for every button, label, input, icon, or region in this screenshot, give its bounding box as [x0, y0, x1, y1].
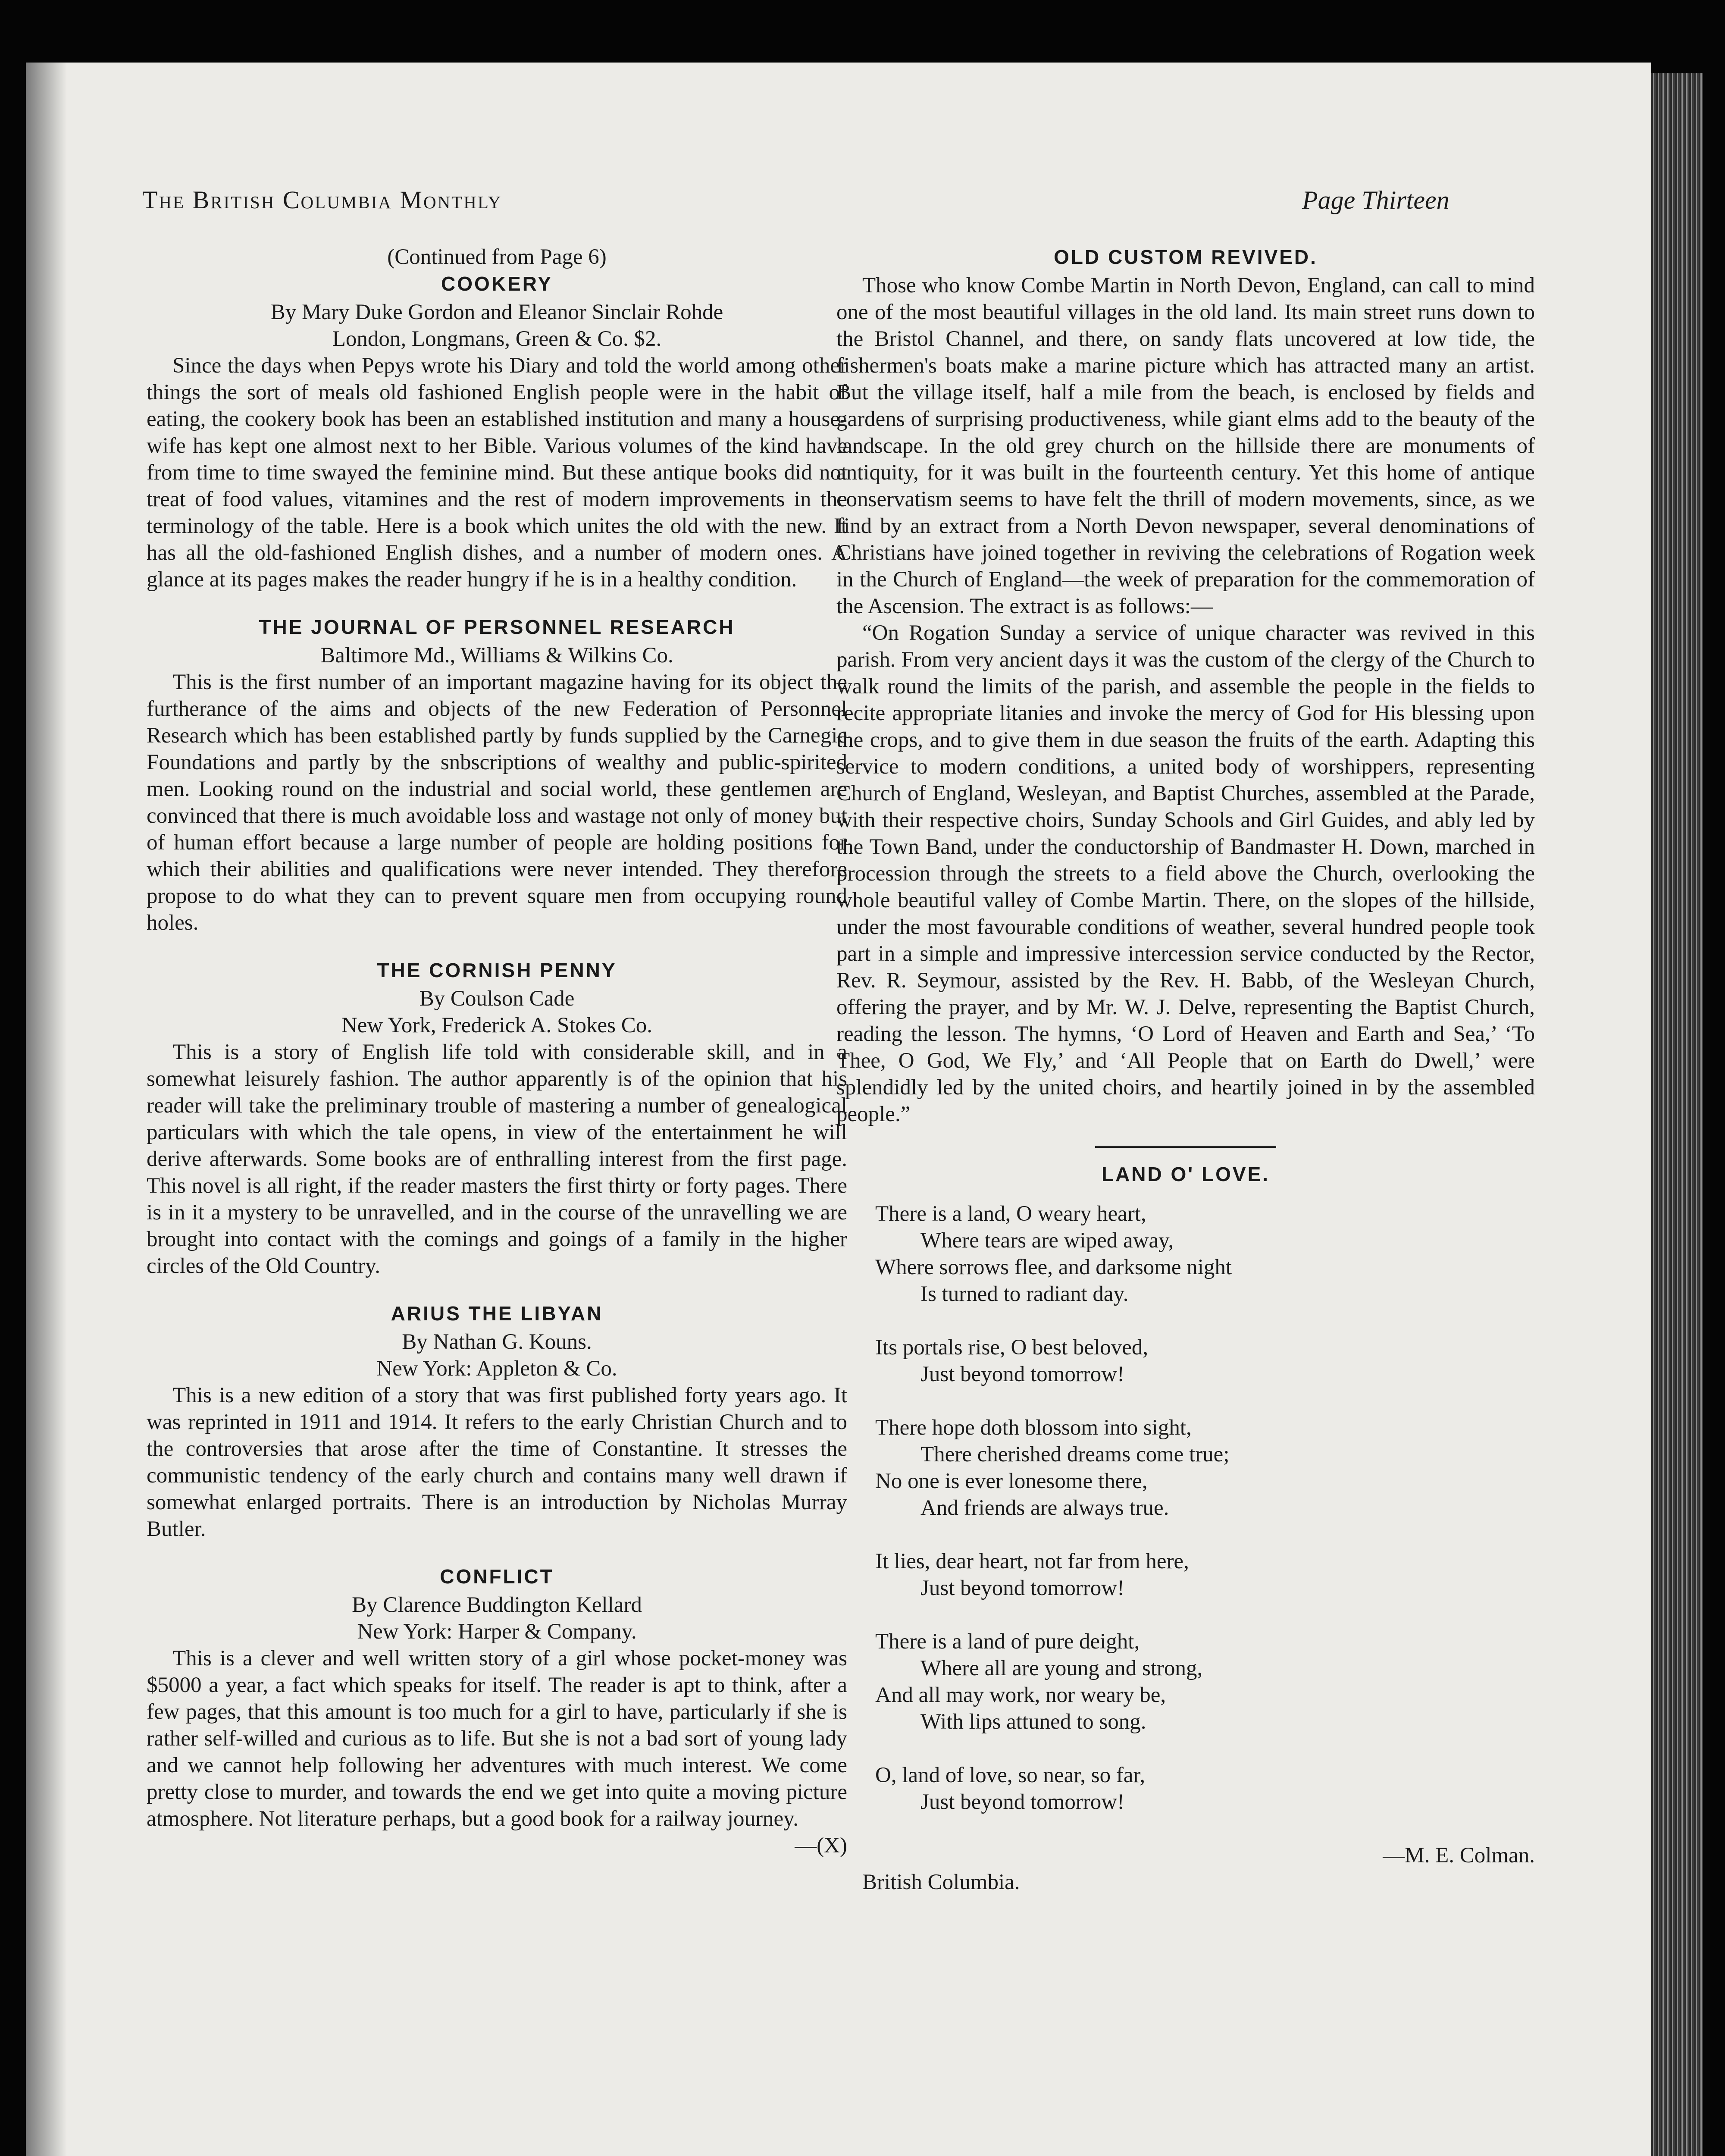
continued-note: (Continued from Page 6) — [387, 245, 607, 269]
article-paragraph: “On Rogation Sunday a service of unique character was revived in this parish. From very ancient days it was the custom of the clergy of the Church to walk round the limits of the parish, and assemble the people in the fields to recite appropriate litanies and invoke the mercy of God for His blessing upon the crops, and to give them in due season the fruits of the earth. Adapting this service to modern conditions, a united body of worshippers, representing Church of England, Wesleyan, and Baptist Churches, assembled at the Parade, with their respective choirs, Sunday Schools and Girl Guides, and ably led by the Town Band, under the conductorship of Bandmaster H. Down, marched in procession through the streets to a field above the Church, overlooking the whole beautiful valley of Combe Martin. There, on the slopes of the hillside, under the most favourable conditions of weather, several hundred people took part in a simple and impressive intercession service conducted by the Rector, Rev. R. Seymour, assisted by the Rev. H. Babb, of the Wesleyan Church, offering the prayer, and by Mr. W. J. Delve, representing the Baptist Church, reading the lesson. The hymns, ‘O Lord of Heaven and Earth and Sea,’ ‘To Thee, O God, We Fly,’ and ‘All People that on Earth do Dwell,’ were splendidly led by the united choirs, and heartily joined in by the assembled people.” — [836, 621, 1535, 1126]
poem-line: It lies, dear heart, not far from here, — [875, 1549, 1189, 1573]
right-column — [836, 244, 1535, 1896]
poem-stanza — [875, 1414, 1535, 1521]
poem-line: And all may work, nor weary be, — [875, 1683, 1166, 1707]
poem-stanza — [875, 1762, 1535, 1815]
review-body: This is a story of English life told with considerable skill, and in a somewhat leisurely fashion. The author apparently is of the opinion that his reader will take the preliminary trouble of mastering a number of genealogical particulars with which the tale opens, in view of the entertainment he will derive afterwards. Some books are of enthralling interest from the first page. This novel is all right, if the reader masters the first thirty or forty pages. There is in it a mystery to be unravelled, and in the course of the unravelling we are brought into contact with the comings and goings of a family in the higher circles of the Old Country. — [147, 1040, 847, 1278]
review-cookery — [147, 270, 847, 593]
review-body: This is a clever and well written story of a girl whose pocket-money was $5000 a year, a fact which speaks for itself. The reader is apt to think, after a few pages, that this amount is too much for a girl to have, particularly if she is rather self-willed and curious as to life. But she is not a bad sort of young lady and we cannot help following her adventures with much interest. We come pretty close to murder, and towards the end we get into quite a moving picture atmosphere. Not literature perhaps, but a good book for a railway journey. — [147, 1646, 847, 1831]
poem-line: There hope doth blossom into sight, — [875, 1416, 1192, 1440]
review-publisher: New York: Harper & Company. — [357, 1620, 637, 1644]
poem-line: There is a land of pure deight, — [875, 1630, 1140, 1654]
section-divider — [1095, 1146, 1276, 1148]
poem-stanza — [875, 1334, 1535, 1388]
poem-line: There cherished dreams come true; — [920, 1442, 1230, 1467]
review-byline: By Coulson Cade — [419, 987, 575, 1011]
review-arius-the-libyan — [147, 1300, 847, 1542]
review-byline: By Mary Duke Gordon and Eleanor Sinclair Rohde — [270, 300, 723, 324]
poem-stanza — [875, 1200, 1535, 1307]
review-byline: By Clarence Buddington Kellard — [352, 1593, 642, 1617]
poem-line: And friends are always true. — [920, 1496, 1169, 1520]
page-edges — [1651, 73, 1703, 2156]
poem-line: Is turned to radiant day. — [920, 1282, 1129, 1306]
review-signoff: —(X) — [795, 1833, 847, 1858]
poem-line: With lips attuned to song. — [920, 1710, 1146, 1734]
page-number-label: Page Thirteen — [1302, 186, 1450, 214]
review-title: THE JOURNAL OF PERSONNEL RESEARCH — [259, 616, 735, 638]
article-paragraph: Those who know Combe Martin in North Devon, England, can call to mind one of the most beautiful villages in the old land. Its main street runs down to the Bristol Channel, and there, on sandy flats uncovered at low tide, the fishermen's boats make a marine picture which has attracted many an artist. But the village itself, half a mile from the beach, is enclosed by fields and gardens of surprising productiveness, while giant elms add to the beauty of the landscape. In the old grey church on the hillside there are monuments of antiquity, for it was built in the fourteenth century. Yet this home of antique conservatism seems to have felt the thrill of modern movements, since, as we find by an extract from a North Devon newspaper, several denominations of Christians have joined together in reviving the celebrations of Rogation week in the Church of England—the week of preparation for the commemoration of the Ascension. The extract is as follows:— — [836, 273, 1535, 618]
review-title: CONFLICT — [440, 1565, 554, 1588]
poem-line: No one is ever lonesome there, — [875, 1469, 1148, 1493]
review-title: THE CORNISH PENNY — [377, 959, 617, 981]
review-publisher: London, Longmans, Green & Co. $2. — [332, 327, 662, 351]
review-body: This is the first number of an important magazine having for its object the furtherance of the aims and objects of the new Federation of Personnel Research which has been established partly by funds supplied by the Carnegie Foundations and partly by the snbscriptions of wealthy and public-spirited men. Looking round on the industrial and social world, these gentlemen are convinced that there is much avoidable loss and wastage not only of money but of human effort because a large number of people are holding positions for which their abilities and qualifications were never intended. They therefore propose to do what they can to prevent square men from occupying round holes. — [147, 670, 847, 935]
poem-line: O, land of love, so near, so far, — [875, 1763, 1146, 1787]
poem-line: Just beyond tomorrow! — [920, 1576, 1125, 1600]
review-byline: By Nathan G. Kouns. — [402, 1330, 592, 1354]
article-old-custom-revived — [836, 244, 1535, 1128]
review-journal-personnel-research — [147, 614, 847, 936]
poem-stanza — [875, 1628, 1535, 1735]
review-publisher: Baltimore Md., Williams & Wilkins Co. — [320, 643, 673, 667]
poem-line: Where all are young and strong, — [920, 1656, 1203, 1680]
review-publisher: New York, Frederick A. Stokes Co. — [341, 1013, 653, 1037]
review-body: Since the days when Pepys wrote his Diary and told the world among other things the sort of meals old fashioned English people were in the habit of eating, the cookery book has been an established institution and many a house-wife has kept one almost next to her Bible. Various volumes of the kind have from time to time swayed the feminine mind. But these antique books did not treat of food values, vitamines and the rest of modern improvements in the terminology of the table. Here is a book which unites the old with the new. It has all the old-fashioned English dishes, and a number of modern ones. A glance at its pages makes the reader hungry if he is in a healthy condition. — [147, 354, 847, 592]
poem-line: There is a land, O weary heart, — [875, 1202, 1146, 1226]
poem-stanza — [875, 1548, 1535, 1601]
review-conflict — [147, 1563, 847, 1859]
poem-title: LAND O' LOVE. — [1101, 1163, 1270, 1185]
poem-line: Just beyond tomorrow! — [920, 1790, 1125, 1814]
poem-land-o-love — [836, 1161, 1535, 1896]
review-title: ARIUS THE LIBYAN — [391, 1302, 603, 1325]
poem-line: Where sorrows flee, and darksome night — [875, 1255, 1232, 1279]
left-column — [147, 244, 847, 1859]
review-cornish-penny — [147, 957, 847, 1279]
poem-line: Just beyond tomorrow! — [920, 1362, 1125, 1386]
poem-author: —M. E. Colman. — [1383, 1843, 1535, 1868]
review-body: This is a new edition of a story that was first published forty years ago. It was reprinted in 1911 and 1914. It refers to the early Christian Church and to the controversies that arose after the time of Constantine. It stresses the communistic tendency of the early church and contains many well drawn if somewhat enlarged portraits. There is an introduction by Nicholas Murray Butler. — [147, 1383, 847, 1541]
poem-line: Where tears are wiped away, — [920, 1228, 1174, 1253]
binding-shadow — [26, 63, 67, 2156]
poem-line: Its portals rise, O best beloved, — [875, 1335, 1149, 1360]
review-publisher: New York: Appleton & Co. — [376, 1357, 617, 1381]
review-title: COOKERY — [441, 273, 553, 295]
article-title: OLD CUSTOM REVIVED. — [1054, 246, 1318, 268]
publication-header: The British Columbia Monthly — [142, 186, 502, 214]
poem-body — [875, 1200, 1535, 1815]
magazine-page — [26, 63, 1651, 2156]
poem-place: British Columbia. — [862, 1870, 1020, 1894]
